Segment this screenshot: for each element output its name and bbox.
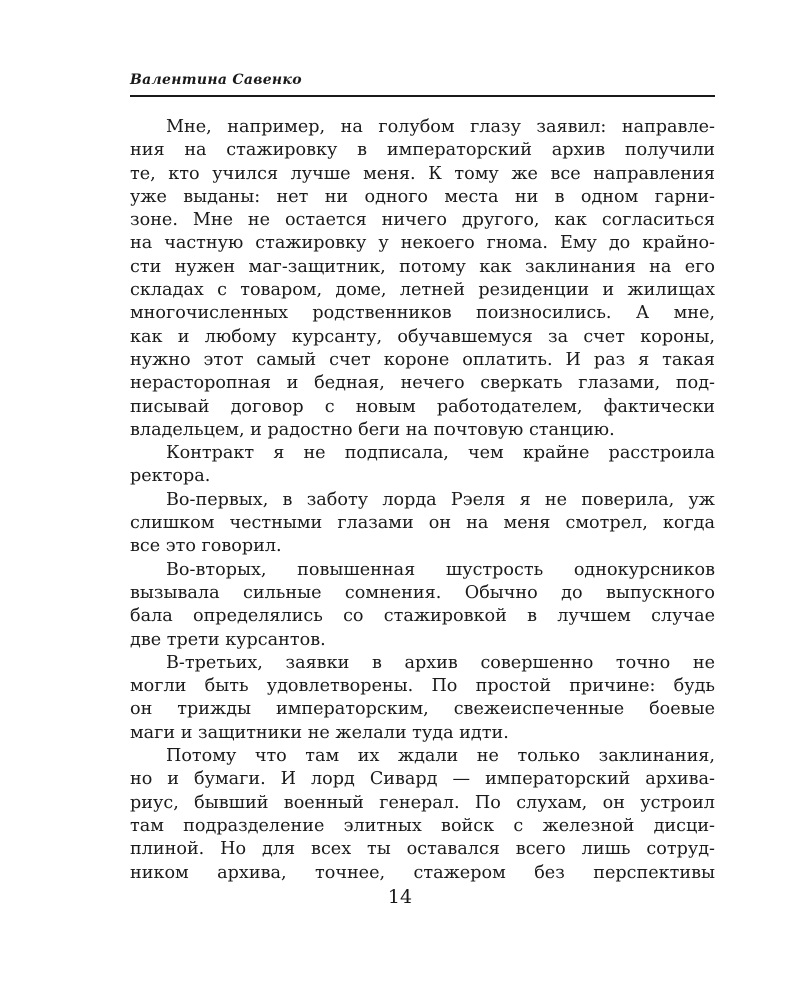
text-line: бала определялись со стажировкой в лучшем случае xyxy=(130,606,715,627)
text-line: ником архива, точнее, стажером без перспективы xyxy=(130,862,715,883)
text-line: но и бумаги. И лорд Сивард — императорский архива- xyxy=(130,769,715,790)
text-line: плиной. Но для всех ты оставался всего лишь сотруд- xyxy=(130,839,715,860)
running-head-author: Валентина Савенко xyxy=(130,72,302,88)
text-line: Потому что там их ждали не только заклинания, xyxy=(166,746,715,767)
body-text xyxy=(130,116,715,885)
text-line: нужно этот самый счет короне оплатить. И раз я такая xyxy=(130,349,715,370)
text-line: нерасторопная и бедная, нечего сверкать глазами, под- xyxy=(130,373,715,394)
page-number: 14 xyxy=(387,886,413,908)
text-line: владельцем, и радостно беги на почтовую станцию. xyxy=(130,419,615,440)
text-line: Мне, например, на голубом глазу заявил: направле- xyxy=(166,117,715,137)
text-line: вызывала сильные сомнения. Обычно до выпускного xyxy=(130,582,715,603)
text-line: те, кто учился лучше меня. К тому же все направления xyxy=(130,163,715,184)
text-line: на частную стажировку у некоего гнома. Ему до крайно- xyxy=(130,233,715,254)
text-line: там подразделение элитных войск с железной дисци- xyxy=(130,815,715,836)
text-line: многочисленных родственников поизносились. А мне, xyxy=(130,303,715,324)
text-line: Во-первых, в заботу лорда Рэеля я не поверила, уж xyxy=(166,489,715,510)
text-line: сти нужен маг-защитник, потому как заклинания на его xyxy=(130,256,715,277)
text-line: как и любому курсанту, обучавшемуся за счет короны, xyxy=(130,326,715,347)
text-line: зоне. Мне не остается ничего другого, как согласиться xyxy=(130,210,715,231)
text-line: две трети курсантов. xyxy=(130,629,326,650)
text-line: В-третьих, заявки в архив совершенно точно не xyxy=(166,652,715,673)
text-line: Во-вторых, повышенная шустрость однокурсников xyxy=(166,559,715,580)
text-line: все это говорил. xyxy=(130,536,282,557)
text-line: ректора. xyxy=(130,466,211,487)
text-line: Контракт я не подписала, чем крайне расстроила xyxy=(166,443,715,464)
text-line: маги и защитники не желали туда идти. xyxy=(130,722,509,743)
text-line: уже выданы: нет ни одного места ни в одном гарни- xyxy=(130,186,715,207)
text-line: могли быть удовлетворены. По простой причине: будь xyxy=(130,676,715,697)
text-line: ния на стажировку в императорский архив получили xyxy=(130,140,715,161)
text-line: он трижды императорским, свежеиспеченные боевые xyxy=(130,699,715,720)
text-line: писывай договор с новым работодателем, фактически xyxy=(130,396,715,417)
text-line: риус, бывший военный генерал. По слухам, он устроил xyxy=(130,792,715,813)
header-rule xyxy=(130,95,715,97)
text-line: слишком честными глазами он на меня смотрел, когда xyxy=(130,513,715,534)
text-line: складах с товаром, доме, летней резиденции и жилищах xyxy=(130,280,715,301)
